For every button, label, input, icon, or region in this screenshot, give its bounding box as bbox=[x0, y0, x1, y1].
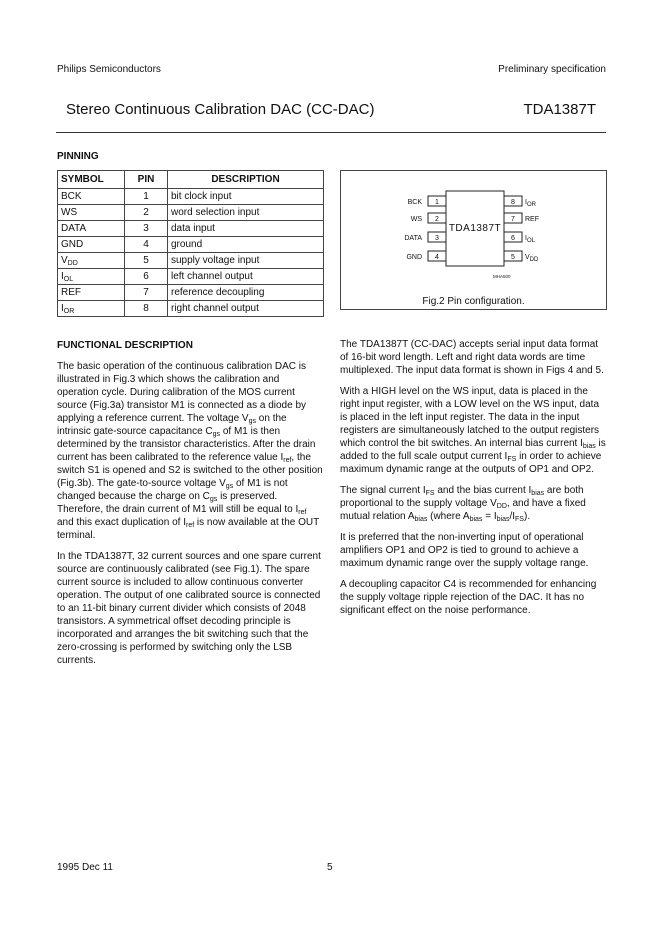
pinning-table bbox=[57, 170, 324, 317]
company-name: Philips Semiconductors bbox=[57, 64, 161, 75]
part-number: TDA1387T bbox=[523, 101, 596, 118]
pin-number: 4 bbox=[435, 254, 439, 261]
pin-number: 2 bbox=[125, 205, 168, 221]
pin-symbol: REF bbox=[58, 285, 125, 301]
paragraph: A decoupling capacitor C4 is recommended for enhancing the supply voltage ripple rejection of the DAC. It has no significant effect on the noise performance. bbox=[340, 579, 597, 616]
right-column bbox=[340, 338, 606, 625]
pin-description: data input bbox=[168, 221, 324, 237]
page-number: 5 bbox=[327, 862, 333, 873]
footer-date: 1995 Dec 11 bbox=[57, 862, 113, 873]
pin-description: ground bbox=[168, 237, 324, 253]
table-row bbox=[58, 237, 324, 253]
pin-symbol: $I_{OL}$ bbox=[58, 269, 125, 285]
pin-label: DATA bbox=[404, 235, 422, 242]
paragraph: The basic operation of the continuous calibration DAC is illustrated in Fig.3 which shows the calibration and operation cycle. During calibration of the MOS current source (Fig.3a) transistor M1 is connected as a diode by applying a reference current. The voltage $V_{gs}$ on the intrinsic gate-source capacitance $C_{gs}$ of M1 is then determined by the transistor characteristics. After the drain current has been calibrated to the reference value $I_{ref}$, the switch S1 is opened and S2 is switched to the other position (Fig.3b). The gate-to-source voltage $V_{gs}$ of M1 is not changed because the charge on $C_{gs}$ is preserved. Therefore, the drain current of M1 will still be equal to $I_{ref}$ and this exact duplication of $I_{ref}$ is now available at the OUT terminal. bbox=[57, 361, 323, 541]
spec-type: Preliminary specification bbox=[498, 64, 606, 75]
paragraph: The TDA1387T (CC-DAC) accepts serial input data format of 16-bit word length. Left and right data words are time multiplexed. The input data format is shown in Figs 4 and 5. bbox=[340, 339, 604, 376]
pin-right-7 bbox=[504, 213, 539, 223]
pin-number: 5 bbox=[511, 254, 515, 261]
table-row bbox=[58, 285, 324, 301]
table-row bbox=[58, 269, 324, 285]
table-row bbox=[58, 205, 324, 221]
pin-symbol: GND bbox=[58, 237, 125, 253]
pin-number: 8 bbox=[125, 301, 168, 317]
pin-right-8 bbox=[504, 196, 537, 208]
pin-label: GND bbox=[406, 254, 422, 261]
pin-description: supply voltage input bbox=[168, 253, 324, 269]
figure-caption: Fig.2 Pin configuration. bbox=[422, 296, 525, 307]
column-header-pin: PIN bbox=[125, 171, 168, 189]
chip-label: TDA1387T bbox=[448, 223, 502, 234]
pin-number: 7 bbox=[511, 216, 515, 223]
header-rule bbox=[56, 132, 606, 133]
pin-number: 1 bbox=[435, 199, 439, 206]
pin-label: BCK bbox=[407, 199, 422, 206]
pin-left-1 bbox=[408, 196, 446, 206]
table-row bbox=[58, 301, 324, 317]
table-row bbox=[58, 189, 324, 205]
pin-description: right channel output bbox=[168, 301, 324, 317]
pinning-heading: PINNING bbox=[57, 151, 99, 162]
pin-number: 3 bbox=[125, 221, 168, 237]
pin-label: IOL bbox=[525, 235, 535, 244]
table-row bbox=[58, 221, 324, 237]
pin-number: 3 bbox=[435, 235, 439, 242]
table-header-row bbox=[58, 171, 324, 189]
paragraph: It is preferred that the non-inverting input of operational amplifiers OP1 and OP2 is tied to ground to achieve a maximum dynamic range over the supply voltage range. bbox=[340, 532, 589, 569]
pin-right-6 bbox=[504, 232, 536, 244]
paragraph: The signal current $I_{FS}$ and the bias current $I_{bias}$ are both proportional to the supply voltage $V_{DD}$, and have a fixed mutual relation $A_{bias}$ (where $A_{bias} = I_{bias}/I_{FS}$). bbox=[340, 485, 586, 523]
column-header-symbol: SYMBOL bbox=[58, 171, 125, 189]
document-title: Stereo Continuous Calibration DAC (CC-DAC) bbox=[66, 101, 375, 118]
pin-symbol: $I_{OR}$ bbox=[58, 301, 125, 317]
column-header-description: DESCRIPTION bbox=[168, 171, 324, 189]
pin-diagram bbox=[341, 171, 606, 281]
pin-label: IOR bbox=[525, 199, 536, 208]
pin-description: reference decoupling bbox=[168, 285, 324, 301]
pin-description: bit clock input bbox=[168, 189, 324, 205]
pin-number: 8 bbox=[511, 199, 515, 206]
pin-symbol: WS bbox=[58, 205, 125, 221]
paragraph: With a HIGH level on the WS input, data is placed in the right input register, with a LOW level on the WS input, data is placed in the left input register. The data in the input registers are simultaneously latched to the output registers which control the bit switches. An internal bias current $I_{bias}$ is added to the full scale output current $I_{FS}$ in order to achieve maximum dynamic range at the outputs of OP1 and OP2. bbox=[340, 386, 606, 475]
pin-right-5 bbox=[504, 251, 539, 263]
pin-label: REF bbox=[525, 216, 539, 223]
pin-number: 5 bbox=[125, 253, 168, 269]
pin-symbol: $V_{DD}$ bbox=[58, 253, 125, 269]
pin-number: 6 bbox=[125, 269, 168, 285]
pin-label: WS bbox=[410, 216, 422, 223]
pin-description: word selection input bbox=[168, 205, 324, 221]
paragraph: In the TDA1387T, 32 current sources and one spare current source are continuously calibrated (see Fig.1). The spare current source is included to allow continuous converter operation. The output of one calibrated source is connected to an 11-bit binary current divider which consists of 2048 transistors. A symmetrical offset decoding principle is incorporated and arranges the bit switching such that the zero-crossing is performed by switching only the LSB currents. bbox=[57, 551, 321, 666]
table-row bbox=[58, 253, 324, 269]
pin-configuration-figure bbox=[340, 170, 607, 310]
pin-left-4 bbox=[406, 251, 446, 261]
pin-left-3 bbox=[404, 232, 446, 242]
pin-left-2 bbox=[411, 213, 446, 223]
pin-number: 2 bbox=[435, 216, 439, 223]
pin-label: VDD bbox=[525, 254, 539, 263]
figure-code: MHA500 bbox=[493, 274, 511, 279]
pin-symbol: DATA bbox=[58, 221, 125, 237]
pin-number: 4 bbox=[125, 237, 168, 253]
functional-heading: FUNCTIONAL DESCRIPTION bbox=[57, 340, 193, 351]
pin-number: 6 bbox=[511, 235, 515, 242]
pin-symbol: BCK bbox=[58, 189, 125, 205]
pin-number: 7 bbox=[125, 285, 168, 301]
pin-description: left channel output bbox=[168, 269, 324, 285]
left-column bbox=[57, 340, 323, 675]
pin-number: 1 bbox=[125, 189, 168, 205]
